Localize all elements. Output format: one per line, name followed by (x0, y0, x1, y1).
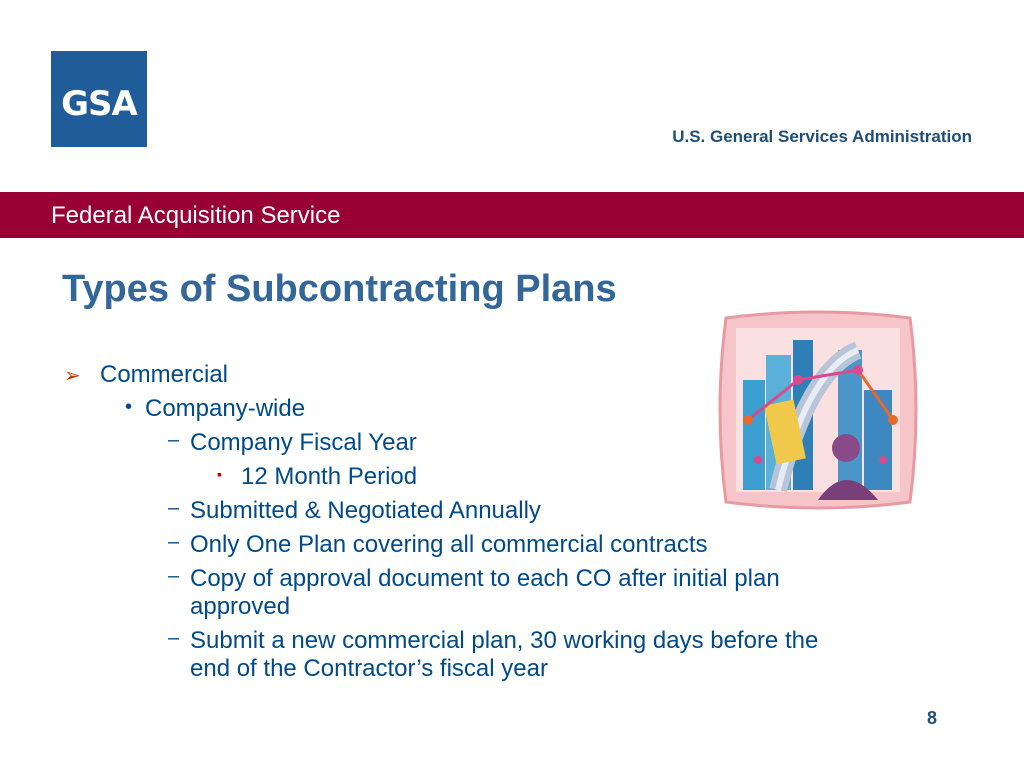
bullet-company-wide: Company-wide (145, 395, 306, 422)
bullet-copy-of-approval-cont: approved (190, 593, 291, 620)
dash-bullet-icon: – (168, 565, 180, 587)
agency-name: U.S. General Services Administration (672, 127, 972, 146)
service-title: Federal Acquisition Service (51, 202, 341, 229)
page-number: 8 (926, 708, 937, 728)
gsa-logo-text: GSA (61, 84, 137, 124)
dash-bullet-icon: – (168, 627, 180, 649)
bullet-only-one-plan: Only One Plan covering all commercial contracts (190, 531, 708, 558)
bullet-12-month-period: 12 Month Period (241, 463, 418, 490)
bullet-company-fiscal-year: Company Fiscal Year (190, 429, 417, 456)
city-clipart-image (718, 310, 918, 510)
service-band (0, 192, 1024, 238)
dot-bullet-icon: • (125, 396, 133, 418)
bullet-copy-of-approval: Copy of approval document to each CO after initial plan (190, 565, 780, 592)
bullet-submitted-negotiated: Submitted & Negotiated Annually (190, 497, 541, 524)
slide-title: Types of Subcontracting Plans (62, 268, 617, 310)
arrow-bullet-icon: ➢ (64, 365, 81, 387)
gsa-logo (51, 51, 147, 147)
square-bullet-icon: ▪ (217, 466, 222, 482)
dash-bullet-icon: – (168, 429, 180, 451)
bullet-submit-new-plan-cont: end of the Contractor’s fiscal year (190, 655, 548, 682)
dash-bullet-icon: – (168, 531, 180, 553)
dash-bullet-icon: – (168, 497, 180, 519)
bullet-commercial: Commercial (100, 361, 229, 388)
bullet-submit-new-plan: Submit a new commercial plan, 30 working days before the (190, 627, 819, 654)
